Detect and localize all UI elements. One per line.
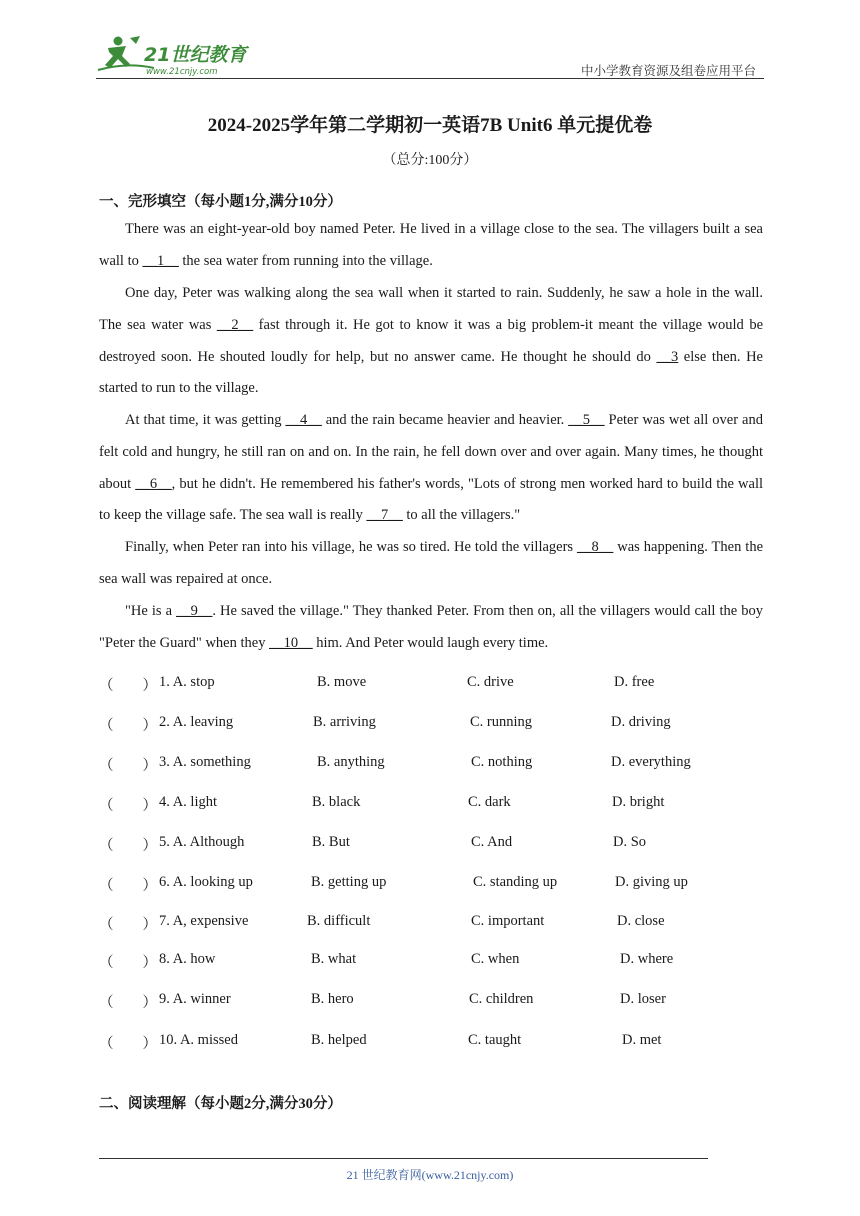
option-b: B. difficult bbox=[307, 913, 371, 929]
blank-6: __6__ bbox=[135, 475, 172, 492]
page-header bbox=[96, 34, 764, 80]
question-row bbox=[99, 951, 763, 971]
blank-4: __4__ bbox=[285, 412, 322, 428]
option-d: D. giving up bbox=[615, 874, 688, 890]
option-d: D. free bbox=[614, 674, 655, 690]
option-c: C. running bbox=[470, 714, 533, 730]
option-b: B. getting up bbox=[311, 874, 387, 890]
option-a: 2. A. leaving bbox=[159, 714, 234, 730]
option-a: 5. A. Although bbox=[159, 834, 245, 850]
option-d: D. where bbox=[620, 951, 674, 967]
exam-title: 2024-2025学年第二学期初一英语7B Unit6 单元提优卷 bbox=[207, 115, 653, 136]
option-a: 1. A. stop bbox=[159, 674, 215, 690]
logo-text: 21世纪教育 bbox=[144, 44, 247, 66]
passage-paragraph-2: One day, Peter was walking along the sea wall when it started to rain. Suddenly, he saw a hole in the wall. The sea water was __2__ fast through it. He got to know it was a big problem-it meant the village would be destroyed soon. He shouted loudly for help, but no answer came. He thought he should do __3 else then. He started to run to the village. bbox=[99, 285, 763, 397]
question-row bbox=[99, 794, 763, 814]
blank-3: __3 bbox=[656, 348, 679, 365]
blank-9: __9__ bbox=[176, 603, 213, 619]
total-score: （总分:100分） bbox=[382, 153, 478, 168]
question-row bbox=[99, 674, 763, 694]
blank-2: __2__ bbox=[216, 316, 254, 333]
answer-bracket: （ ） bbox=[99, 995, 157, 1011]
passage-paragraph-3: At that time, it was getting __4__ and the rain became heavier and heavier. __5__ Peter was wet all over and felt cold and hungry, he still ran on and on. In the rain, he fell down over and over again. Many times, he thought about __6__, but he didn't. He remembered his father's words, "Lots of strong men worked hard to build the wall to keep the village safe. The sea wall is really __7__ to all the villagers." bbox=[99, 412, 764, 524]
option-b: B. hero bbox=[311, 991, 354, 1007]
answer-bracket: （ ） bbox=[99, 718, 157, 734]
option-d: D. met bbox=[622, 1032, 662, 1048]
option-c: C. dark bbox=[468, 794, 511, 810]
section1-heading: 一、完形填空（每小题1分,满分10分） bbox=[99, 194, 342, 210]
option-c: C. taught bbox=[468, 1032, 522, 1048]
blank-1: __1__ bbox=[142, 252, 179, 269]
logo-url: www.21cnjy.com bbox=[146, 67, 218, 77]
option-d: D. driving bbox=[611, 714, 671, 730]
option-d: D. bright bbox=[612, 794, 665, 810]
section2-heading: 二、阅读理解（每小题2分,满分30分） bbox=[99, 1096, 342, 1112]
platform-name: 中小学教育资源及组卷应用平台 bbox=[580, 63, 756, 78]
option-d: D. loser bbox=[620, 991, 666, 1007]
answer-bracket: （ ） bbox=[99, 1036, 157, 1052]
option-b: B. what bbox=[311, 951, 357, 967]
option-b: B. arriving bbox=[313, 714, 376, 730]
option-b: B. black bbox=[312, 794, 361, 810]
question-row bbox=[99, 834, 763, 854]
logo-21cnjy-icon bbox=[96, 34, 266, 78]
passage-paragraph-5: "He is a __9__. He saved the village." They thanked Peter. From then on, all the villagers would call the boy "Peter the Guard" when they __10__ him. And Peter would laugh every time. bbox=[99, 603, 763, 651]
option-d: D. close bbox=[617, 913, 665, 929]
question-row bbox=[99, 913, 763, 933]
option-c: C. when bbox=[471, 951, 520, 967]
option-d: D. everything bbox=[611, 754, 691, 770]
answer-bracket: （ ） bbox=[99, 955, 157, 971]
option-a: 10. A. missed bbox=[159, 1032, 238, 1048]
blank-8: __8__ bbox=[577, 539, 614, 555]
answer-bracket: （ ） bbox=[99, 838, 157, 854]
option-c: C. And bbox=[471, 834, 513, 850]
question-row bbox=[99, 754, 763, 774]
question-row bbox=[99, 714, 763, 734]
question-row bbox=[99, 1032, 763, 1052]
header-divider bbox=[96, 78, 764, 79]
option-b: B. But bbox=[312, 834, 350, 850]
option-a: 6. A. looking up bbox=[159, 874, 253, 890]
footer-divider bbox=[99, 1158, 708, 1159]
option-c: C. standing up bbox=[473, 874, 558, 890]
option-a: 8. A. how bbox=[159, 951, 216, 967]
answer-bracket: （ ） bbox=[99, 758, 157, 774]
answer-bracket: （ ） bbox=[99, 678, 157, 694]
passage-paragraph-4: Finally, when Peter ran into his village, he was so tired. He told the villagers __8__ was happening. Then the sea wall was repaired at once. bbox=[99, 539, 763, 587]
option-c: C. drive bbox=[467, 674, 514, 690]
passage-paragraph-1: There was an eight-year-old boy named Peter. He lived in a village close to the sea. The villagers built a sea wall to __1__ the sea water from running into the village. bbox=[99, 221, 763, 269]
blank-7: __7__ bbox=[366, 507, 403, 524]
option-a: 7. A, expensive bbox=[159, 913, 249, 929]
option-b: B. helped bbox=[311, 1032, 367, 1048]
answer-bracket: （ ） bbox=[99, 917, 157, 933]
answer-bracket: （ ） bbox=[99, 798, 157, 814]
answer-bracket: （ ） bbox=[99, 878, 157, 894]
option-c: C. important bbox=[471, 913, 545, 929]
option-c: C. nothing bbox=[471, 754, 533, 770]
option-b: B. move bbox=[317, 674, 367, 690]
option-d: D. So bbox=[613, 834, 647, 850]
blank-5: __5__ bbox=[568, 412, 605, 428]
question-row bbox=[99, 874, 763, 894]
option-c: C. children bbox=[469, 991, 534, 1007]
option-a: 9. A. winner bbox=[159, 991, 231, 1007]
blank-10: __10__ bbox=[269, 634, 313, 651]
footer-text: 21 世纪教育网(www.21cnjy.com) bbox=[346, 1168, 514, 1182]
option-b: B. anything bbox=[317, 754, 385, 770]
option-a: 4. A. light bbox=[159, 794, 218, 810]
question-row bbox=[99, 991, 763, 1011]
option-a: 3. A. something bbox=[159, 754, 251, 770]
